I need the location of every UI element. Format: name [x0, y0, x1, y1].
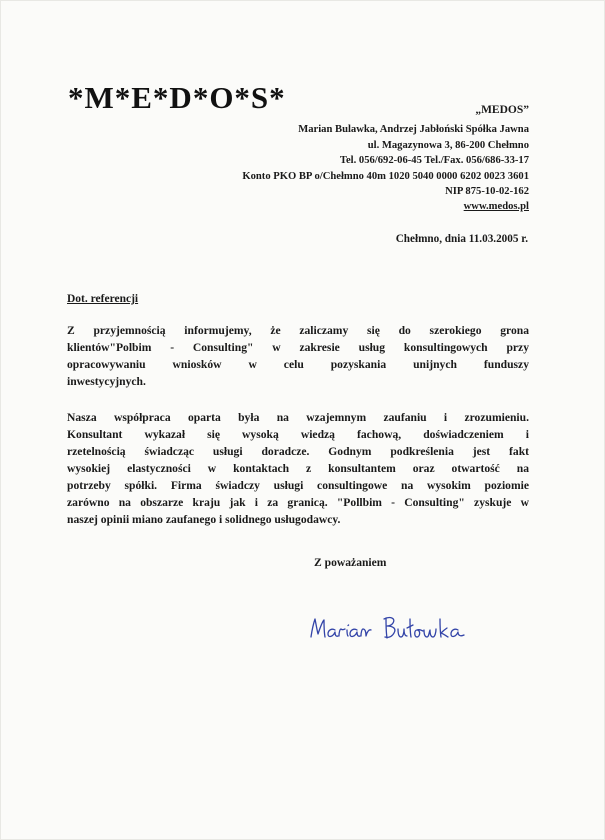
paragraph-line: rzetelnością świadcząc usługi doradcze. Godnym podkreślenia jest fakt: [67, 445, 529, 458]
company-short-name: „MEDOS”: [475, 104, 529, 116]
company-address: ul. Magazynowa 3, 86-200 Chełmno: [367, 139, 529, 151]
paragraph-line: opracowywaniu wniosków w celu pozyskania unijnych funduszy: [67, 358, 529, 371]
paragraph-line: klientów"Polbim - Consulting" w zakresie usług konsultingowych przy: [67, 341, 529, 354]
letterhead-block: [169, 103, 529, 215]
company-phone: Tel. 056/692-06-45 Tel./Fax. 056/686-33-17: [339, 155, 529, 167]
letter-subject: Dot. referencji: [67, 293, 139, 305]
paragraph-line: Z przyjemnością informujemy, że zaliczamy się do szerokiego grona: [67, 324, 529, 337]
company-logo: *M*E*D*O*S*: [68, 80, 286, 115]
paragraph-cooperation: [67, 409, 529, 528]
company-website-link[interactable]: www.medos.pl: [463, 201, 529, 213]
letter-date: Chełmno, dnia 11.03.2005 r.: [395, 233, 528, 245]
paragraph-line: Konsultant wykazał się wysoką wiedzą fachową, doświadczeniem i: [67, 428, 529, 441]
paragraph-line: wysokiej elastyczności w kontaktach z konsultantem oraz otwartość na: [67, 462, 529, 475]
paragraph-line: potrzeby spółki. Firma świadczy usługi consultingowe na wysokim poziomie: [67, 479, 529, 492]
closing-salutation: Z poważaniem: [314, 556, 387, 569]
handwritten-signature: [308, 610, 486, 646]
paragraph-intro: [67, 322, 529, 390]
paragraph-line: naszej opinii miano zaufanego i solidnego usługodawcy.: [67, 513, 341, 526]
signature-drawing: [308, 610, 486, 646]
paragraph-line: zarówno na obszarze kraju jak i za granicą. "Pollbim - Consulting" zyskuje w: [67, 496, 529, 509]
company-nip: NIP 875-10-02-162: [445, 186, 529, 198]
company-bank-account: Konto PKO BP o/Chełmno 40m 1020 5040 0000 6202 0023 3601: [242, 170, 529, 182]
company-full-name: Marian Bulawka, Andrzej Jabłoński Spółka Jawna: [298, 124, 529, 136]
paragraph-line: Nasza współpraca oparta była na wzajemnym zaufaniu i zrozumieniu.: [67, 411, 529, 424]
paragraph-line: inwestycyjnych.: [67, 375, 146, 388]
